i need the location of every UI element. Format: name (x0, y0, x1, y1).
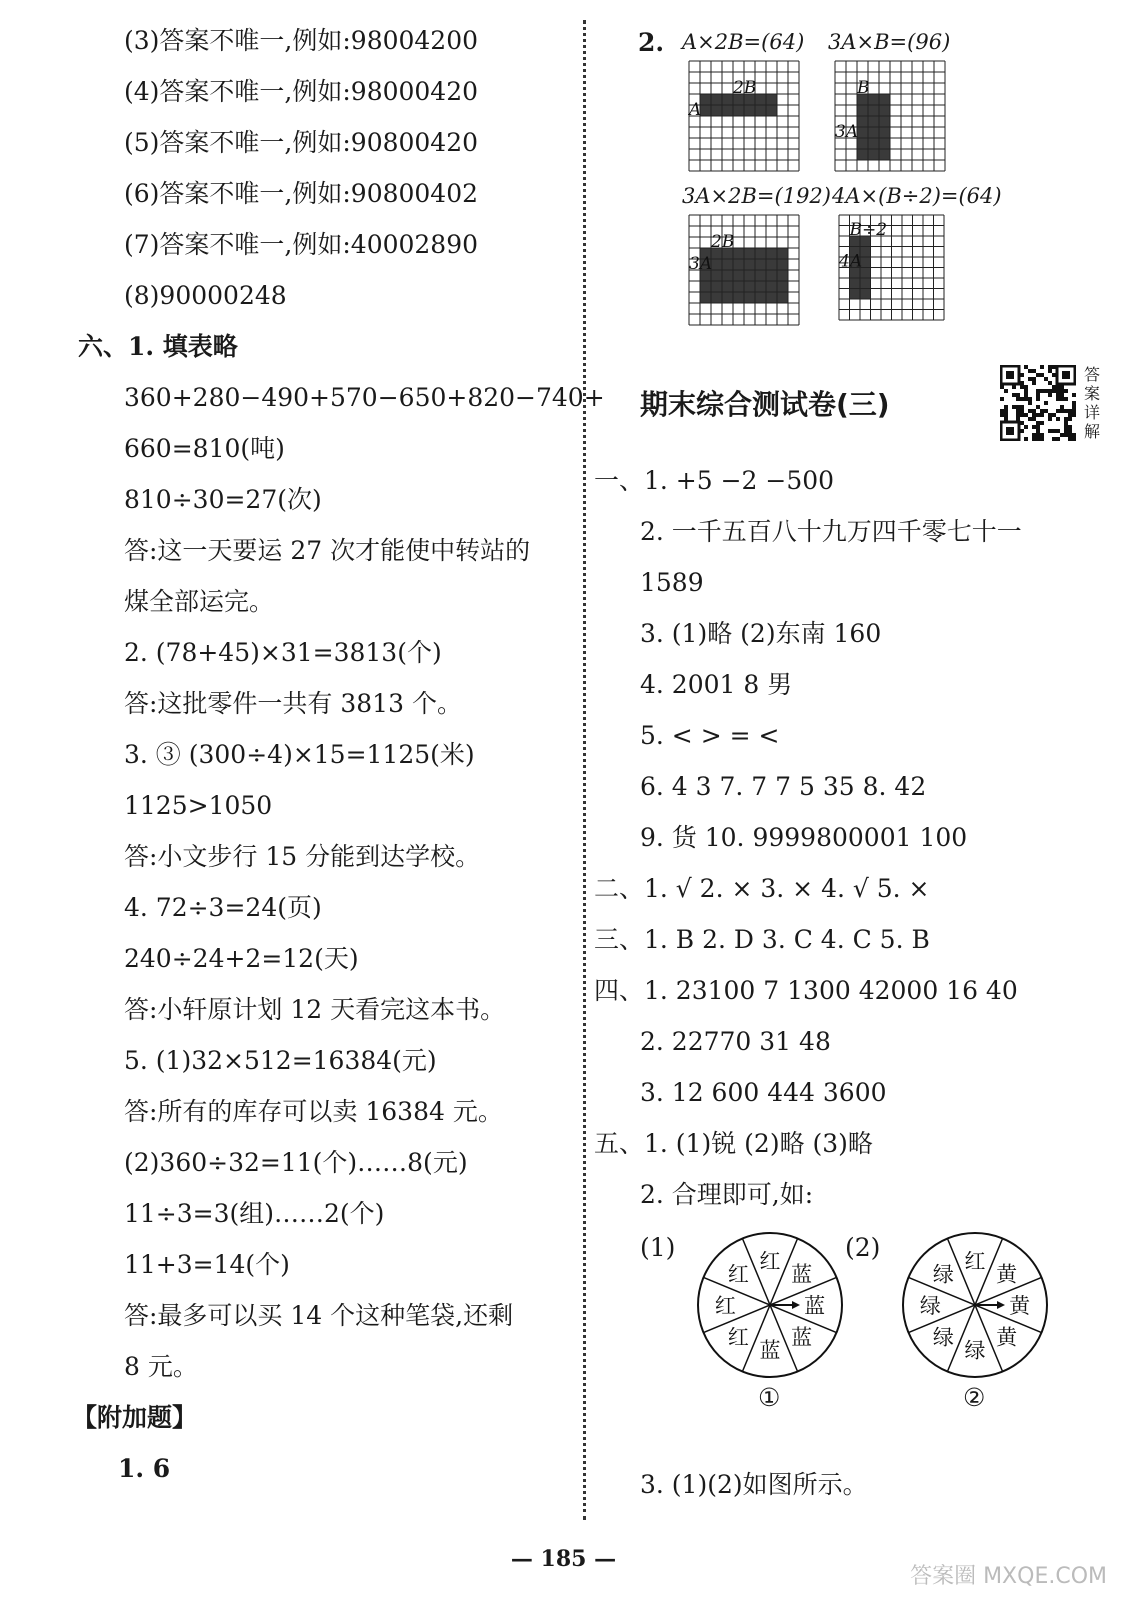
left-answer-line: (4)答案不唯一,例如:98000420 (124, 77, 479, 106)
spinner-caption: ① (758, 1383, 781, 1412)
left-answer-line: 5. (1)32×512=16384(元) (124, 1046, 437, 1075)
grid-tag: 3A (835, 121, 859, 142)
qr-label: 答案详解 (1084, 365, 1101, 441)
left-answer-line: 240÷24+2=12(天) (124, 944, 359, 973)
spinner-sector-label: 绿 (932, 1262, 954, 1287)
grid-tag: 4A (839, 251, 863, 272)
spinner-sector-label: 红 (714, 1294, 736, 1318)
right-answer-line: 五、1. (1)锐 (2)略 (3)略 (594, 1129, 873, 1158)
right-answer-line: 3. 12 600 444 3600 (640, 1078, 887, 1107)
left-answer-line: (6)答案不唯一,例如:90800402 (124, 179, 479, 208)
spinner-sector-label: 黄 (1009, 1294, 1031, 1318)
grid-equation-label: 3A×B=(96) (828, 30, 951, 54)
left-answer-line: 答:小轩原计划 12 天看完这本书。 (124, 995, 506, 1024)
spinner-sector-label: 红 (759, 1249, 781, 1274)
left-answer-line: (7)答案不唯一,例如:40002890 (124, 230, 479, 259)
spinner-tag: (1) (640, 1233, 676, 1262)
left-answer-line: 11÷3=3(组)……2(个) (124, 1199, 385, 1228)
grid-tag: 2B (733, 77, 757, 98)
spinner-sector-label: 蓝 (791, 1325, 813, 1350)
left-answer-line: 煤全部运完。 (124, 587, 275, 616)
spinner-wheel-1 (695, 1230, 845, 1380)
column-divider (583, 20, 586, 1520)
left-answer-line: 六、1. 填表略 (78, 332, 238, 361)
spinner-sector-label: 蓝 (804, 1294, 826, 1318)
spinner-caption: ② (963, 1383, 986, 1412)
area-grid-2 (834, 60, 946, 172)
spinner-sector-label: 蓝 (791, 1262, 813, 1287)
right-answer-line: 一、1. +5 −2 −500 (594, 466, 835, 495)
spinner-sector-label: 黄 (996, 1262, 1018, 1287)
right-answer-line: 2. 合理即可,如: (640, 1180, 814, 1209)
left-answer-line: 1. 6 (118, 1454, 171, 1483)
left-answer-line: (8)90000248 (124, 281, 287, 310)
grid-equation-label: A×2B=(64) (682, 30, 805, 54)
right-answer-line: 5. < > = < (640, 721, 780, 750)
grid-tag: B (857, 77, 870, 98)
right-answer-line: 6. 4 3 7. 7 7 5 35 8. 42 (640, 772, 927, 801)
right-answer-line: 2. 22770 31 48 (640, 1027, 831, 1056)
grid-tag: 3A (689, 253, 713, 274)
area-grid-3 (688, 214, 800, 326)
right-answer-line: 2. 一千五百八十九万四千零七十一 (640, 517, 1022, 546)
left-answer-line: 4. 72÷3=24(页) (124, 893, 322, 922)
spinner-sector-label: 红 (964, 1249, 986, 1274)
left-answer-line: 答:小文步行 15 分能到达学校。 (124, 842, 481, 871)
section-title: 期末综合测试卷(三) (640, 388, 890, 421)
area-grid-4 (838, 214, 945, 321)
left-answer-line: 810÷30=27(次) (124, 485, 322, 514)
grid-tag: 2B (711, 231, 735, 252)
grid-tag: B÷2 (849, 219, 888, 240)
left-answer-line: 11+3=14(个) (124, 1250, 290, 1279)
left-answer-line: 8 元。 (124, 1352, 198, 1381)
item-2-label: 2. (638, 28, 665, 57)
right-answer-line: 3. (1)略 (2)东南 160 (640, 619, 882, 648)
left-answer-line: 360+280−490+570−650+820−740+ (124, 383, 605, 412)
grid-equation-label: 4A×(B÷2)=(64) (832, 184, 1002, 208)
left-answer-line: 答:这一天要运 27 次才能使中转站的 (124, 536, 531, 565)
spinner-tag: (2) (845, 1233, 881, 1262)
grid-equation-label: 3A×2B=(192) (682, 184, 831, 208)
right-answer-line: 3. (1)(2)如图所示。 (640, 1470, 868, 1499)
left-answer-line: 【附加题】 (72, 1403, 198, 1432)
watermark: 答案圈 MXQE.COM (910, 1564, 1107, 1589)
spinner-wheel-2 (900, 1230, 1050, 1380)
left-answer-line: (2)360÷32=11(个)……8(元) (124, 1148, 468, 1177)
right-answer-line: 4. 2001 8 男 (640, 670, 793, 699)
right-answer-line: 三、1. B 2. D 3. C 4. C 5. B (594, 925, 930, 954)
spinner-sector-label: 黄 (996, 1325, 1018, 1350)
left-answer-line: (3)答案不唯一,例如:98004200 (124, 26, 479, 55)
right-answer-line: 1589 (640, 568, 704, 597)
left-answer-line: 答:这批零件一共有 3813 个。 (124, 689, 462, 718)
spinner-sector-label: 红 (727, 1262, 749, 1287)
left-answer-line: (5)答案不唯一,例如:90800420 (124, 128, 479, 157)
spinner-sector-label: 蓝 (759, 1338, 781, 1363)
qr-code[interactable] (1000, 365, 1076, 441)
spinner-sector-label: 绿 (919, 1294, 941, 1318)
right-answer-line: 二、1. √ 2. × 3. × 4. √ 5. × (594, 874, 930, 903)
left-answer-line: 1125>1050 (124, 791, 273, 820)
right-answer-line: 9. 货 10. 9999800001 100 (640, 823, 968, 852)
page-number: — 185 — (510, 1546, 617, 1572)
left-answer-line: 3. ③ (300÷4)×15=1125(米) (124, 740, 475, 769)
area-grid-1 (688, 60, 800, 172)
left-answer-line: 答:最多可以买 14 个这种笔袋,还剩 (124, 1301, 514, 1330)
left-answer-line: 660=810(吨) (124, 434, 285, 463)
spinner-sector-label: 绿 (964, 1338, 986, 1363)
spinner-sector-label: 红 (727, 1325, 749, 1350)
grid-tag: A (689, 99, 702, 120)
right-answer-line: 四、1. 23100 7 1300 42000 16 40 (594, 976, 1018, 1005)
spinner-sector-label: 绿 (932, 1325, 954, 1350)
left-answer-line: 答:所有的库存可以卖 16384 元。 (124, 1097, 503, 1126)
left-answer-line: 2. (78+45)×31=3813(个) (124, 638, 442, 667)
